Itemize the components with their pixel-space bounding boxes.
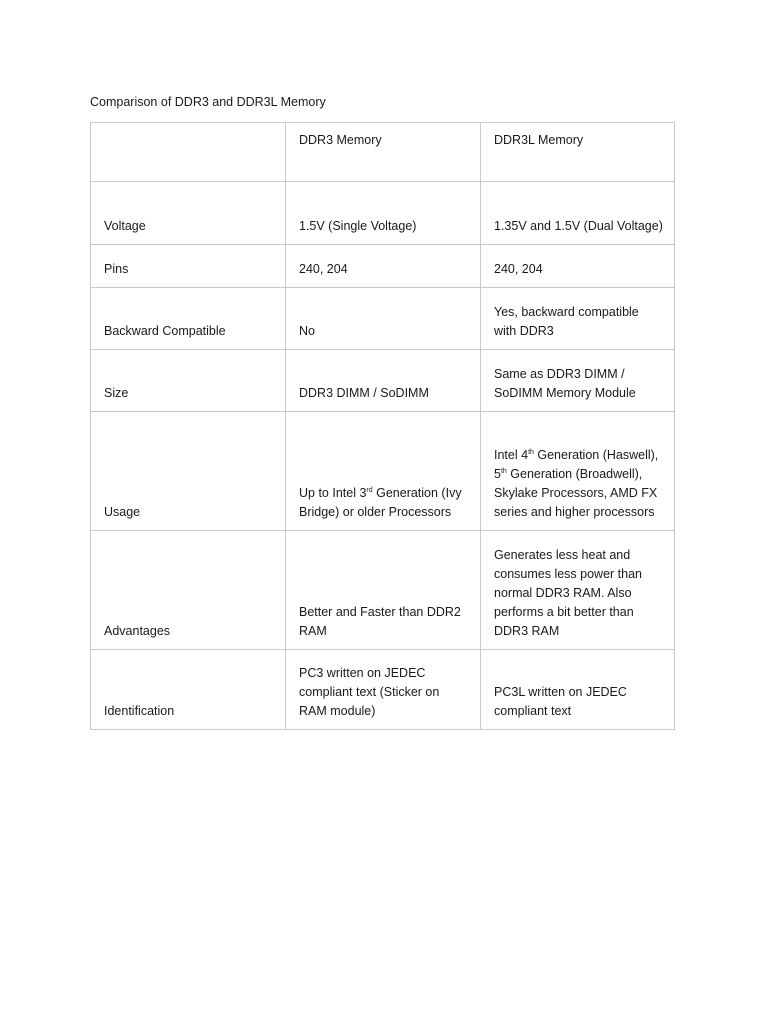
row-label-identification: Identification: [91, 650, 286, 730]
usage-ddr3-text-1: Up to Intel 3: [299, 486, 367, 500]
document-title: Comparison of DDR3 and DDR3L Memory: [90, 95, 326, 109]
usage-ddr3l-text-3: Generation (Broadwell), Skylake Processors, AMD FX series and higher processors: [494, 467, 658, 519]
row-label-pins: Pins: [91, 245, 286, 288]
cell-ddr3-advantages: Better and Faster than DDR2 RAM: [286, 531, 481, 650]
table-row-advantages: [91, 531, 675, 650]
cell-ddr3l-voltage: 1.35V and 1.5V (Dual Voltage): [481, 182, 675, 245]
header-cell-empty: [91, 123, 286, 182]
usage-ddr3l-text-1: Intel 4: [494, 448, 529, 462]
header-row: [91, 123, 675, 182]
table-row-usage: [91, 412, 675, 531]
cell-ddr3-voltage: 1.5V (Single Voltage): [286, 182, 481, 245]
table-row-backward-compatible: [91, 288, 675, 350]
table-row-identification: [91, 650, 675, 730]
table-body: [91, 182, 675, 730]
comparison-table: [90, 122, 675, 730]
cell-ddr3l-advantages: Generates less heat and consumes less power than normal DDR3 RAM. Also performs a bit better than DDR3 RAM: [481, 531, 675, 650]
cell-ddr3-identification: PC3 written on JEDEC compliant text (Sticker on RAM module): [286, 650, 481, 730]
table-row-voltage: [91, 182, 675, 245]
row-label-usage: Usage: [91, 412, 286, 531]
cell-ddr3-pins: 240, 204: [286, 245, 481, 288]
usage-ddr3l-ordinal-2: th: [500, 468, 507, 475]
row-label-advantages: Advantages: [91, 531, 286, 650]
cell-ddr3-size: DDR3 DIMM / SoDIMM: [286, 350, 481, 412]
usage-ddr3l-text-2: Generation (Haswell), 5: [494, 448, 659, 481]
cell-ddr3-backward-compatible: No: [286, 288, 481, 350]
cell-ddr3l-backward-compatible: Yes, backward compatible with DDR3: [481, 288, 675, 350]
cell-ddr3l-pins: 240, 204: [481, 245, 675, 288]
row-label-backward-compatible: Backward Compatible: [91, 288, 286, 350]
cell-ddr3-usage: [286, 412, 481, 531]
cell-ddr3l-usage: [481, 412, 675, 531]
usage-ddr3l-ordinal-1: th: [528, 449, 534, 456]
table-row-pins: [91, 245, 675, 288]
usage-ddr3-text-2: Generation (Ivy Bridge) or older Processors: [299, 486, 462, 519]
cell-ddr3l-identification: PC3L written on JEDEC compliant text: [481, 650, 675, 730]
header-cell-ddr3l: DDR3L Memory: [481, 123, 675, 182]
table-header: [91, 123, 675, 182]
header-cell-ddr3: DDR3 Memory: [286, 123, 481, 182]
row-label-voltage: Voltage: [91, 182, 286, 245]
row-label-size: Size: [91, 350, 286, 412]
cell-ddr3l-size: Same as DDR3 DIMM / SoDIMM Memory Module: [481, 350, 675, 412]
table-row-size: [91, 350, 675, 412]
usage-ddr3-ordinal: rd: [366, 487, 373, 494]
